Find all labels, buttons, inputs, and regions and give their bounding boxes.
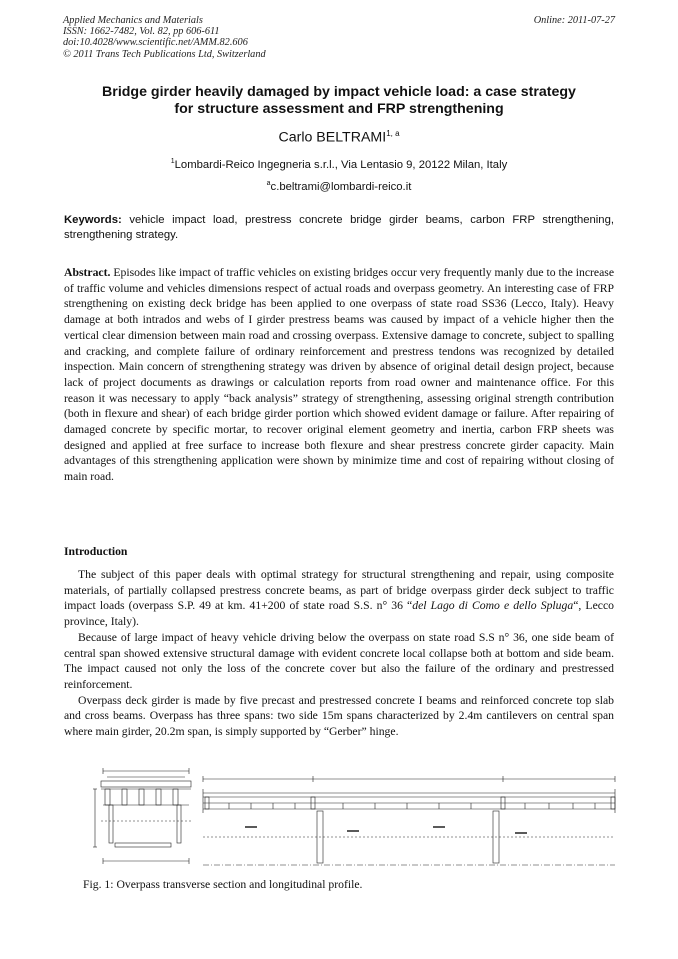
journal-doi: doi:10.4028/www.scientific.net/AMM.82.606 — [63, 37, 248, 49]
intro-p1-end: “, Lecco province, Italy). — [64, 599, 614, 629]
title-line-1: Bridge girder heavily damaged by impact vehicle load: a case strategy — [102, 84, 576, 100]
journal-name: Applied Mechanics and Materials — [63, 15, 203, 26]
intro-paragraph-1 — [64, 567, 614, 630]
figure-1-drawing — [85, 763, 620, 873]
keywords-text: vehicle impact load, prestress concrete bridge girder beams, carbon FRP strengthening, strengthening strategy. — [64, 214, 615, 241]
email-text: c.beltrami@lombardi-reico.it — [270, 180, 412, 193]
affiliation-text: Lombardi-Reico Ingegneria s.r.l., Via Lentasio 9, 20122 Milan, Italy — [174, 158, 508, 171]
journal-copyright: © 2011 Trans Tech Publications Ltd, Switzerland — [63, 48, 266, 60]
intro-paragraph-3: Overpass deck girder is made by five precast and prestressed concrete I beams and reinforced concrete top slab and cross beams. Overpass has three spans: two side 15m spans characterized by 2.4m cantilevers on central span where main girder, 20.2m span, is simply supported by “Gerber” hinge. — [64, 693, 614, 739]
title-line-2: for structure assessment and FRP strengthening — [174, 101, 504, 117]
keywords-label: Keywords: — [64, 214, 122, 226]
keywords-block — [64, 213, 614, 243]
author-name: Carlo BELTRAMI — [278, 129, 387, 146]
figure-1-caption: Fig. 1: Overpass transverse section and longitudinal profile. — [83, 878, 363, 891]
abstract-label: Abstract. — [64, 266, 111, 279]
longitudinal-profile-drawing — [203, 776, 615, 865]
introduction-heading: Introduction — [64, 545, 128, 558]
intro-p1-italic: del Lago di Como e dello Spluga — [412, 599, 574, 613]
author-email — [60, 180, 618, 193]
journal-header — [63, 15, 266, 60]
abstract-block — [64, 265, 614, 485]
affiliation — [60, 158, 618, 171]
affiliation-sup: 1 — [170, 158, 175, 165]
introduction-body — [64, 567, 614, 740]
intro-paragraph-2: Because of large impact of heavy vehicle driving below the overpass on state road S.S n° 36, one side beam of central span showed extensive structural damage with evident concrete local collapse both at bottom and side beam. The impact caused not only the loss of the concrete cover but also the failure of the ordinary and prestressed reinforcement. — [64, 630, 614, 691]
journal-issn: ISSN: 1662-7482, Vol. 82, pp 606-611 — [63, 26, 220, 38]
online-date: Online: 2011-07-27 — [533, 15, 615, 26]
author-sup: 1, a — [386, 129, 400, 138]
email-sup: a — [266, 180, 271, 187]
author-line — [60, 129, 618, 146]
transverse-section-drawing — [93, 768, 191, 864]
intro-p1-text: The subject of this paper deals with optimal strategy for structural strengthening and repair, using composite materials, of partially collapsed prestress concrete beams, as part of bridge overpass girder deck subject to traffic impact loads (overpass S.P. 49 at km. 41+200 of state road S.S. n° 36 “ — [64, 568, 614, 613]
abstract-text: Episodes like impact of traffic vehicles on existing bridges occur very frequently manly due to the increase of traffic volume and vehicles dimensions respect of actual roads and overpass geometry. An interesting case of FRP strengthening on existing deck bridge has been applied to one overpass of state road SS36 (Lecco, Italy). Heavy damage at both intrados and webs of I girder prestress beams was caused by impact of a vehicle higher then the vertical clear dimension between main road and crossing overpass. Extensive damage to concrete, subject to spalling and cracking, and complete failure of ordinary reinforcement and prestress tendons was recognized by detailed inspection. Main concern of strengthening strategy was driven by absence of original detail design project, because lack of project documents as drawings or calculation reports from road owner and maintenance office. For this reason it was necessary to apply “back analysis” strategy of strengthening, assessing original strength contribution (both in flexure and shear) of each bridge girder portion which showed evident damage or failure. After repairing of damaged concrete by specific mortar, to recover original element geometry and inertia, carbon FRP sheets was designed and applied at free surface to increase both flexure and shear prestress concrete girder capacity. Main advantages of this strengthening application were shown by minimize time and cost of repairing without closing of main road. — [64, 266, 615, 484]
paper-title — [60, 84, 618, 118]
